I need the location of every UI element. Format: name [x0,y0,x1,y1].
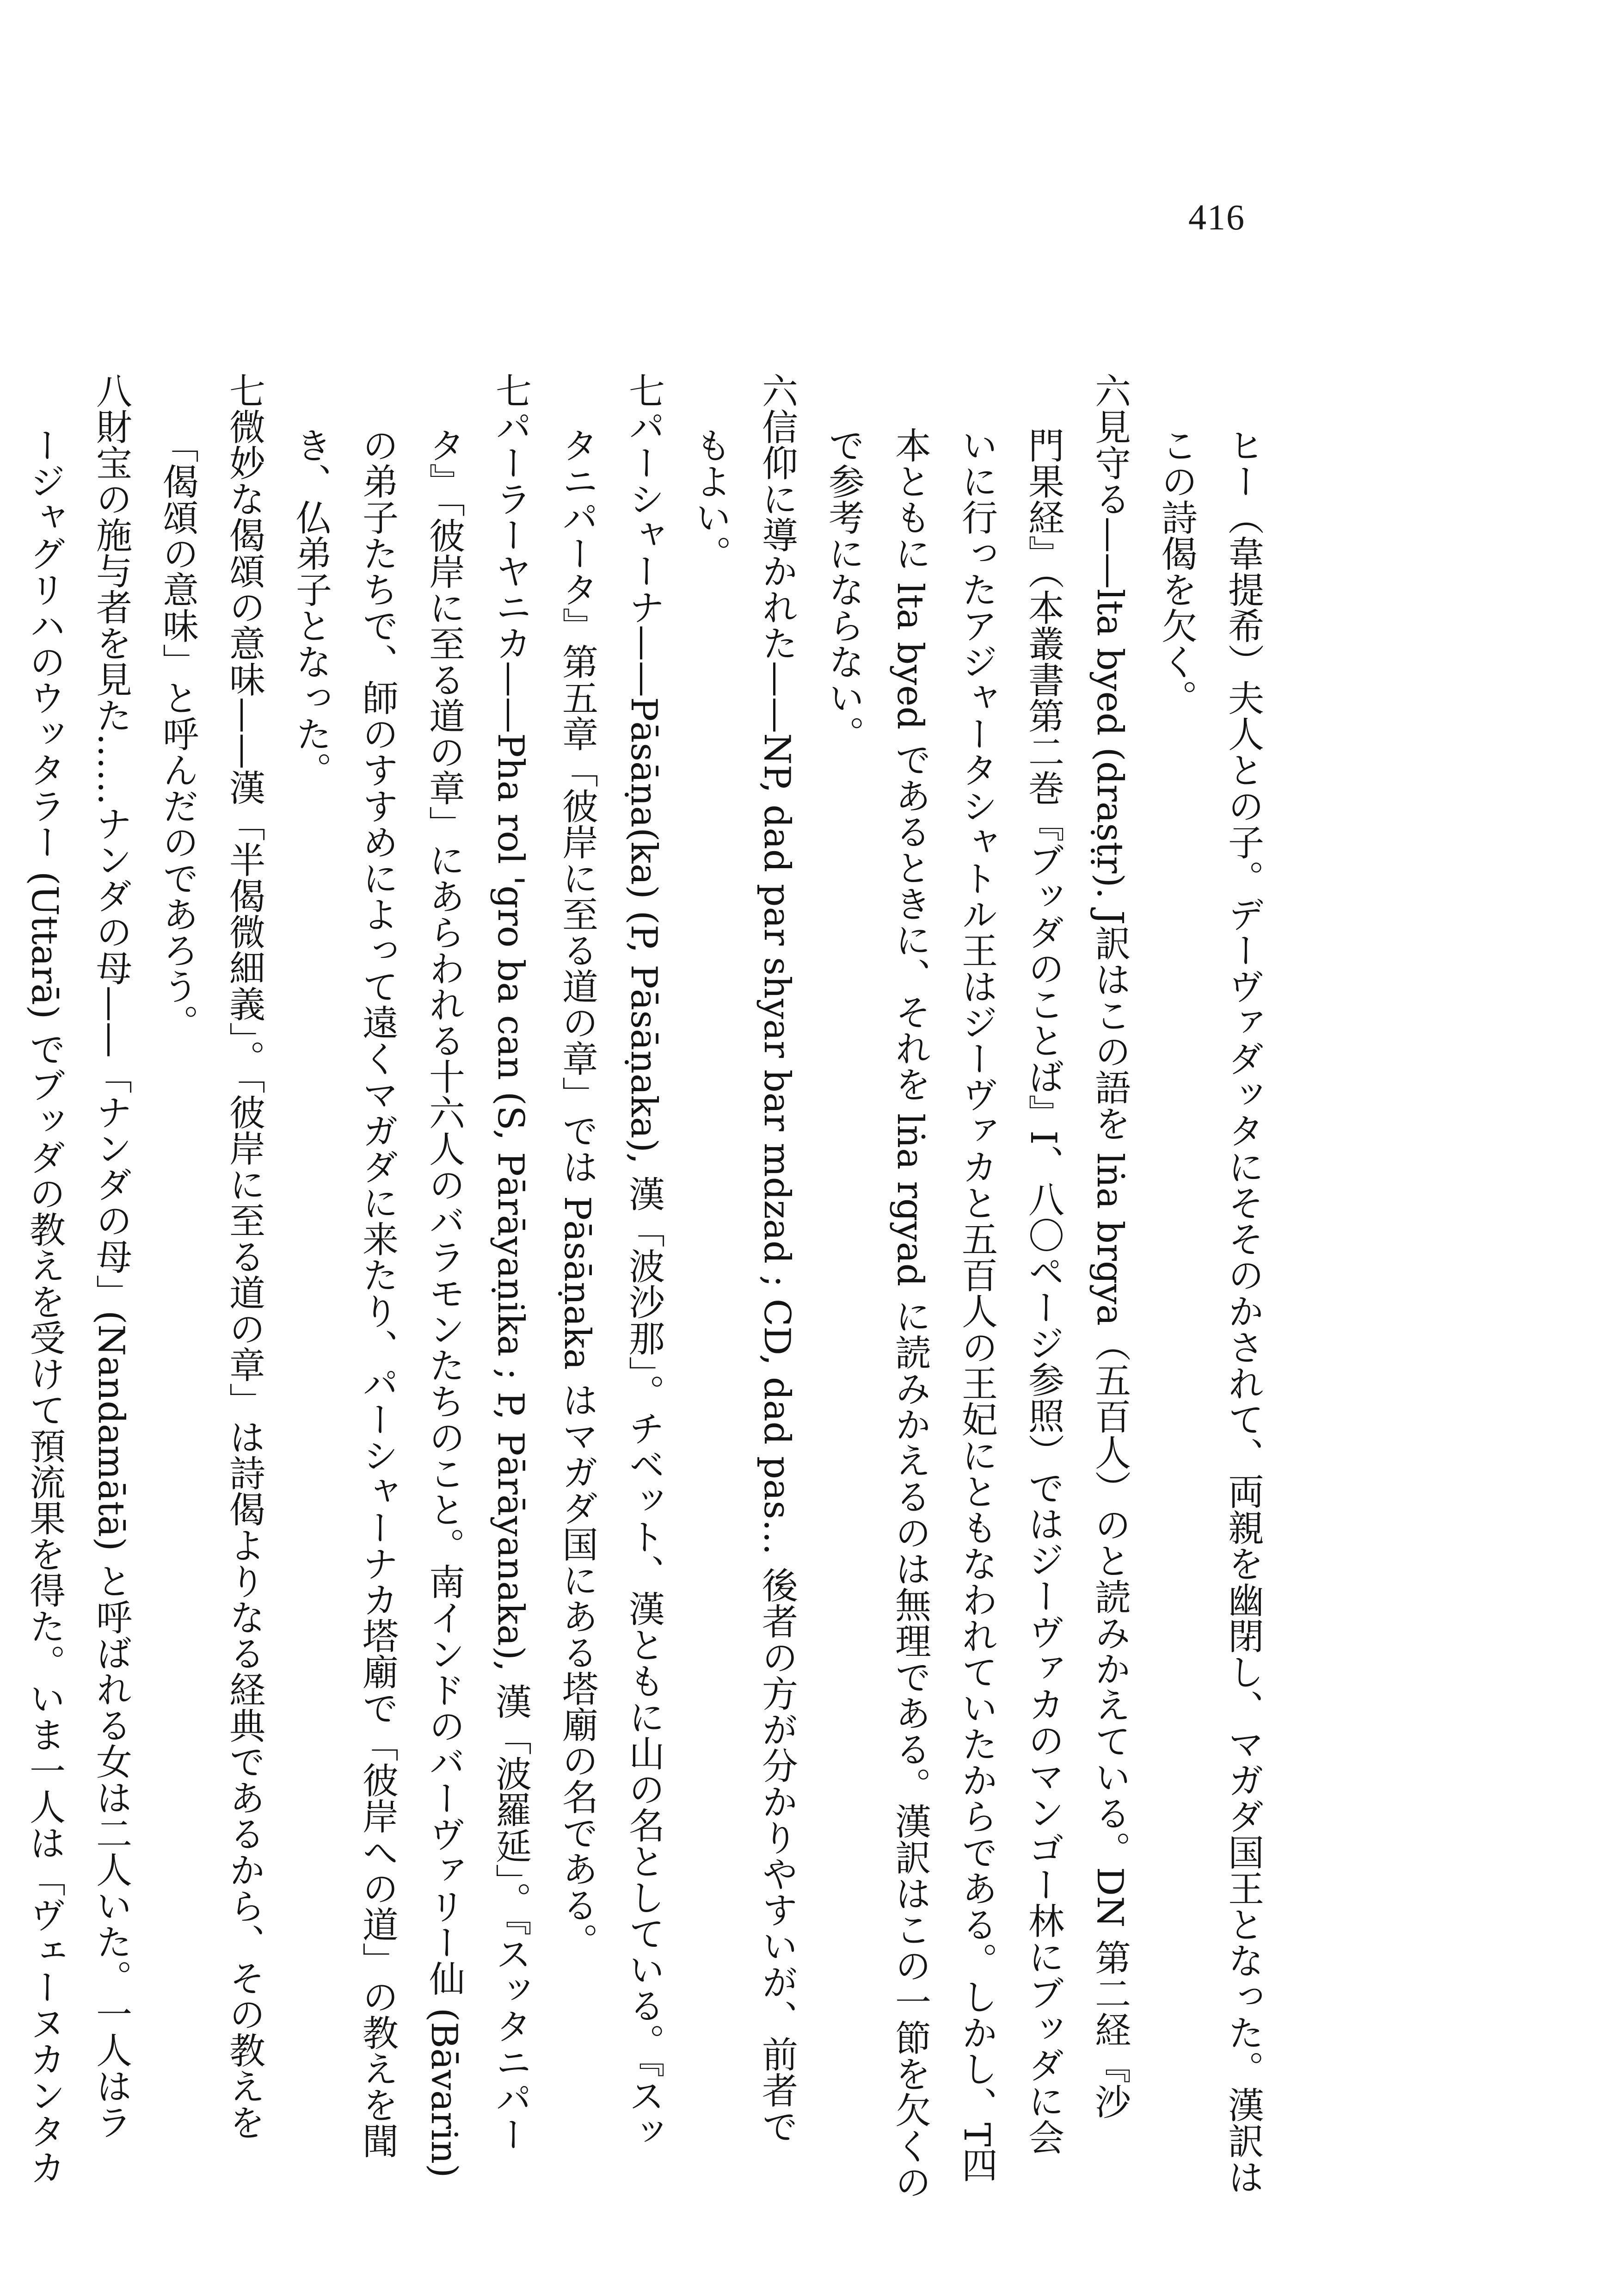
note-text: タニパータ』第五章「彼岸に至る道の章」では Pāsāṇaka はマガダ国にある塔廟の名である。 [556,427,598,1959]
note-number: 六 [756,372,798,408]
note-text: 信仰に導かれた——NP, dad par shyar bar mdzad ; CD, dad pas… 後者の方が分かりやすいが、前者で [756,408,798,2144]
note-line [810,372,877,2167]
note-line [610,372,677,2167]
note-text: き、仏弟子となった。 [290,427,332,788]
note-line [277,372,344,2167]
note-number: 七 [490,372,531,408]
note-line [544,372,610,2167]
note-text: 門果経』（本叢書第二巻『ブッダのことば』I、八〇ページ参照）ではジーヴァカのマンゴー林にブッダに会 [1022,427,1064,2155]
note-line [1010,372,1076,2167]
note-line [677,372,744,2167]
note-line [1076,372,1143,2167]
note-line [211,372,277,2167]
note-line [1210,372,1276,2195]
note-line [144,372,211,2167]
page-number: 416 [1188,197,1245,237]
note-line [11,372,78,2185]
note-text: この詩偈を欠く。 [1156,427,1197,716]
note-text: ージャグリハのウッタラー (Uttarā) でブッダの教えを受けて預流果を得た。いま一人は「ヴェーヌカンタカ [24,427,65,2185]
note-text: で参考にならない。 [823,427,864,752]
notes-text-block [24,372,1276,2200]
note-text: 本ともに lta byed であるときに、それを lṅa rgyad に読みかえるのは無理である。漢訳はこの一節を欠くの [889,427,931,2200]
note-number: 八 [90,372,132,408]
note-text: 見守る——lta byed (draṣṭṛ). J訳はこの語を lṅa brgya（五百人）のと読みかえている。DN 第二経『沙 [1089,408,1131,2120]
note-text: いに行ったアジャータシャトル王はジーヴァカと五百人の王妃にともなわれていたからである。しかし、T四 [956,427,997,2183]
note-line [78,372,144,2167]
note-line [477,372,544,2167]
note-line [877,372,943,2200]
note-number: 七 [223,372,265,408]
note-text: パーシャーナ——Pāsāṇa(ka) (P, Pāsāṇaka), 漢「波沙那」。チベット、漢ともに山の名としている。『スッ [623,408,664,2150]
note-text: 財宝の施与者を見た……ナンダの母——「ナンダの母」(Nandamātā) と呼ばれる女は二人いた。一人はラ [90,408,132,2140]
note-line [411,372,477,2178]
note-text: 「偈頌の意味」と呼んだのであろう。 [157,427,198,1040]
note-number: 七 [623,372,664,408]
note-line [1143,372,1210,2167]
note-text: もよい。 [689,427,731,571]
note-line [943,372,1010,2183]
note-number: 六 [1089,372,1131,408]
note-text: パーラーヤニカ——Pha rol 'gro ba can (S, Pārāyaṇika ; P, Pārāyanaka), 漢「波羅延」。『スッタニパー [490,408,531,2152]
note-line [744,372,810,2167]
note-text: 微妙な偈頌の意味——漢「半偈微細義」。「彼岸に至る道の章」は詩偈よりなる経典であるから、その教えを [223,408,265,2140]
note-text: の弟子たちで、師のすすめによって遠くマガダに来たり、パーシャーナカ塔廟で「彼岸への道」の教えを聞 [357,427,398,2159]
note-text: タ』「彼岸に至る道の章」にあらわれる十六人のバラモンたちのこと。南インドのバーヴァリー仙 (Bāvarin) [423,427,465,2178]
note-line [0,372,11,2167]
note-text: ヒー（韋提希）夫人との子。デーヴァダッタにそそのかされて、両親を幽閉し、マガダ国王となった。漢訳は [1222,427,1264,2195]
note-line [344,372,411,2167]
